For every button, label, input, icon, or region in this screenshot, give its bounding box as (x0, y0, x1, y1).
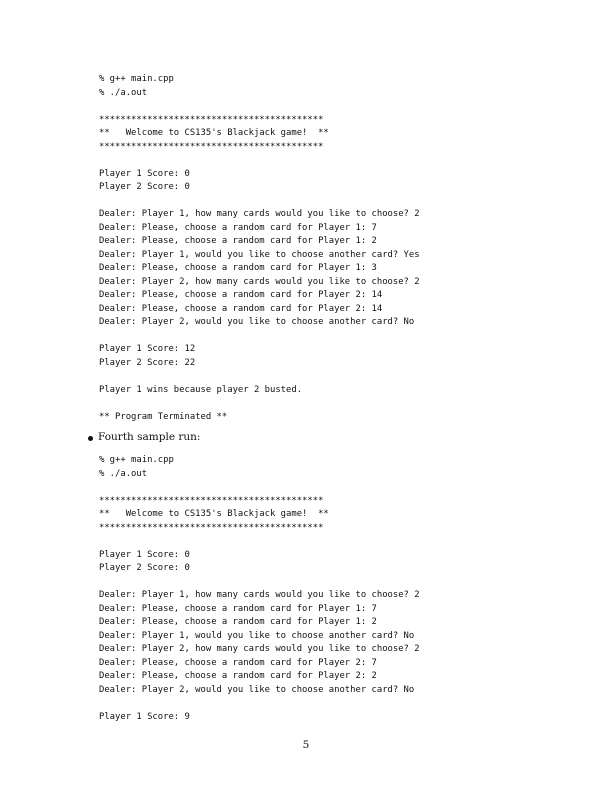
code-line (99, 370, 420, 384)
code-line (99, 154, 420, 168)
code-line: Dealer: Please, choose a random card for Player 1: 3 (99, 263, 377, 273)
code-line (99, 397, 420, 411)
code-block-third-run (99, 73, 420, 424)
code-line (99, 576, 420, 590)
code-line: Dealer: Player 2, how many cards would you like to choose? 2 (99, 276, 420, 287)
code-line: Player 1 Score: 9 (99, 711, 190, 722)
code-line: ****************************************** (99, 522, 324, 533)
code-line: ****************************************** (99, 114, 324, 125)
code-line (99, 481, 420, 495)
code-line: Dealer: Player 2, how many cards would you like to choose? 2 (99, 644, 420, 654)
bullet-label: Fourth sample run: (98, 431, 201, 443)
code-line: Player 1 Score: 0 (99, 549, 190, 560)
code-line: Dealer: Please, choose a random card for Player 1: 7 (99, 222, 377, 233)
code-line (99, 195, 420, 209)
code-line: Dealer: Player 1, how many cards would you like to choose? 2 (99, 209, 420, 219)
code-line: Dealer: Please, choose a random card for Player 1: 2 (99, 236, 377, 246)
code-line: % ./a.out (99, 87, 148, 98)
page-number: 5 (302, 739, 310, 751)
code-line (99, 100, 420, 114)
code-line: ****************************************** (99, 495, 324, 506)
code-line: Dealer: Please, choose a random card for Player 2: 2 (99, 671, 377, 681)
code-line: Dealer: Player 1, would you like to choose another card? No (99, 630, 415, 641)
code-line: Player 2 Score: 0 (99, 182, 190, 192)
code-line: Dealer: Please, choose a random card for Player 2: 14 (99, 303, 383, 314)
bullet-icon (88, 436, 93, 441)
code-line: ** Welcome to CS135's Blackjack game! ** (99, 128, 329, 138)
code-line: % g++ main.cpp (99, 455, 174, 465)
code-line: % ./a.out (99, 468, 148, 479)
code-line (99, 330, 420, 344)
code-line (99, 697, 420, 711)
code-line (99, 535, 420, 549)
code-line: ** Program Terminated ** (99, 411, 228, 422)
code-line: Dealer: Please, choose a random card for Player 2: 7 (99, 657, 377, 668)
code-line: Dealer: Player 1, how many cards would you like to choose? 2 (99, 590, 420, 600)
code-line: ****************************************** (99, 141, 324, 152)
code-line: Player 1 Score: 0 (99, 168, 190, 179)
code-line: Player 1 wins because player 2 busted. (99, 384, 303, 395)
code-line: Dealer: Player 2, would you like to choose another card? No (99, 684, 415, 695)
code-line: % g++ main.cpp (99, 74, 174, 84)
code-line: Player 2 Score: 0 (99, 563, 190, 573)
code-block-fourth-run (99, 454, 420, 724)
code-line: Dealer: Please, choose a random card for Player 1: 2 (99, 617, 377, 627)
code-line: Dealer: Player 2, would you like to choose another card? No (99, 317, 415, 327)
code-line: ** Welcome to CS135's Blackjack game! ** (99, 509, 329, 519)
code-line: Dealer: Please, choose a random card for Player 2: 14 (99, 290, 383, 300)
code-line: Player 1 Score: 12 (99, 344, 196, 354)
code-line: Player 2 Score: 22 (99, 357, 196, 368)
code-line: Dealer: Please, choose a random card for Player 1: 7 (99, 603, 377, 614)
code-line: Dealer: Player 1, would you like to choose another card? Yes (99, 249, 420, 260)
